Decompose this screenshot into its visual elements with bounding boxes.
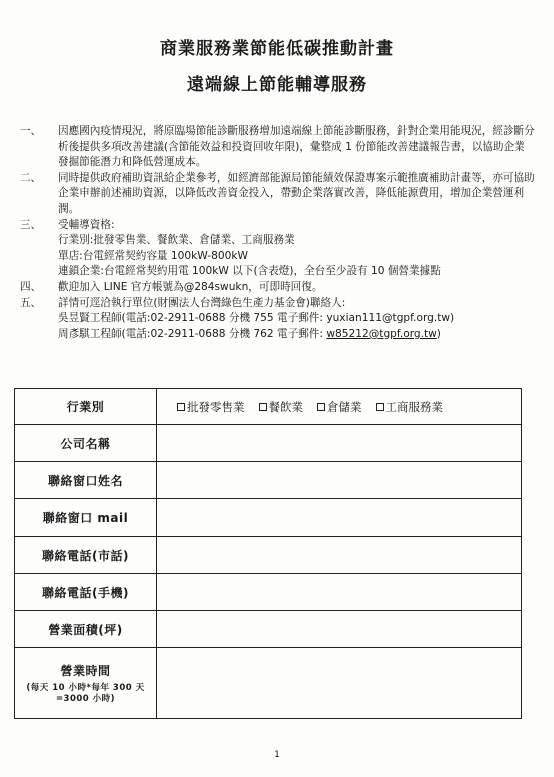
checkbox-icon[interactable]	[177, 403, 185, 411]
checkbox-icon[interactable]	[317, 403, 325, 411]
checkbox-icon[interactable]	[376, 403, 384, 411]
option-label: 批發零售業	[187, 399, 245, 414]
application-form	[14, 388, 522, 719]
form-row-mobile	[15, 574, 522, 611]
contact-1	[20, 311, 535, 327]
option-food[interactable]	[259, 399, 304, 415]
company-label: 公司名稱	[15, 425, 157, 462]
contact-info: 周彥騏工程師(電話:02-2911-0688 分機 762 電子郵件:	[58, 327, 327, 340]
industry-options	[157, 389, 522, 425]
hours-cell	[15, 648, 157, 719]
contact-close: )	[436, 327, 441, 340]
company-field[interactable]	[157, 425, 522, 462]
document-subtitle: 遠端線上節能輔導服務	[187, 75, 367, 95]
contact-name-field[interactable]	[157, 462, 522, 499]
form-row-company	[15, 425, 522, 462]
list-number: 一、	[20, 125, 42, 137]
qualification-industry: 行業別:批發零售業、餐飲業、倉儲業、工商服務業	[58, 234, 295, 247]
list-text: 歡迎加入 LINE 官方帳號為@284swukn，可即時回復。	[58, 280, 323, 293]
list-item-4	[20, 280, 535, 296]
email-link[interactable]: yuxian111@tgpf.org.tw	[326, 312, 451, 325]
hours-note-line1: (每天 10 小時*每年 300 天	[26, 682, 145, 693]
contact-info: 吳昱賢工程師(電話:02-2911-0688 分機 755 電子郵件:	[58, 312, 327, 325]
contact-mail-label: 聯絡窗口 mail	[15, 499, 157, 537]
qualification-single-store: 單店:台電經常契約容量 100kW-800kW	[58, 249, 248, 262]
contact-close: )	[450, 312, 455, 325]
option-label: 餐飲業	[268, 399, 303, 414]
form-row-area	[15, 611, 522, 648]
email-link[interactable]: w85212@tgpf.org.tw	[326, 327, 437, 340]
area-field[interactable]	[157, 611, 522, 648]
hours-label: 營業時間	[60, 663, 111, 678]
contact-mail-field[interactable]	[157, 499, 522, 537]
form-row-industry	[15, 389, 522, 425]
list-item-5	[20, 296, 535, 312]
list-number: 三、	[20, 218, 42, 231]
list-text: 受輔導資格:	[58, 218, 115, 231]
list-text: 同時提供政府補助資訊給企業參考，如經濟部能源局節能績效保證專案示範推廣補助計畫等，亦可協助企業申辦前述補助資源，以降低改善資金投入，帶動企業落實改善，降低能源費用，增加企業營運利潤。	[58, 171, 535, 215]
option-label: 工商服務業	[385, 399, 443, 414]
list-item-3	[20, 218, 535, 234]
hours-note-line2: =3000 小時)	[55, 693, 116, 704]
option-retail[interactable]	[177, 399, 245, 415]
form-row-contact-mail	[15, 499, 522, 537]
page-number: 1	[274, 750, 280, 760]
document-title: 商業服務業節能低碳推動計畫	[160, 39, 394, 59]
mobile-field[interactable]	[157, 574, 522, 611]
area-label: 營業面積(坪)	[15, 611, 157, 648]
option-business-service[interactable]	[376, 399, 444, 415]
description-section	[20, 124, 535, 342]
phone-label: 聯絡電話(市話)	[15, 537, 157, 574]
checkbox-icon[interactable]	[259, 403, 267, 411]
list-text: 因應國內疫情現況，將原臨場節能診斷服務增加遠端線上節能診斷服務，針對企業用能現況，經診斷分析後提供多項改善建議(含節能效益和投資回收年限)，彙整成 1 份節能改善建議報告書，以協助企業發掘節能潛力和降低營運成本。	[58, 125, 535, 169]
option-warehouse[interactable]	[317, 399, 362, 415]
form-row-phone	[15, 537, 522, 574]
list-number: 四、	[20, 280, 42, 293]
form-row-hours	[15, 648, 522, 719]
list-number: 二、	[20, 171, 42, 184]
list-number: 五、	[20, 296, 42, 309]
list-text: 詳情可逕洽執行單位(財團法人台灣綠色生產力基金會)聯絡人:	[58, 296, 346, 309]
industry-label: 行業別	[15, 389, 157, 425]
qualification-chain: 連鎖企業:台電經常契約用電 100kW 以下(含表燈)，全台至少設有 10 個營業據點	[58, 265, 441, 278]
option-label: 倉儲業	[327, 399, 362, 414]
hours-field[interactable]	[157, 648, 522, 719]
list-item-1	[20, 124, 535, 171]
form-row-contact-name	[15, 462, 522, 499]
phone-field[interactable]	[157, 537, 522, 574]
mobile-label: 聯絡電話(手機)	[15, 574, 157, 611]
contact-2	[20, 327, 535, 343]
contact-name-label: 聯絡窗口姓名	[15, 462, 157, 499]
list-item-2	[20, 171, 535, 218]
